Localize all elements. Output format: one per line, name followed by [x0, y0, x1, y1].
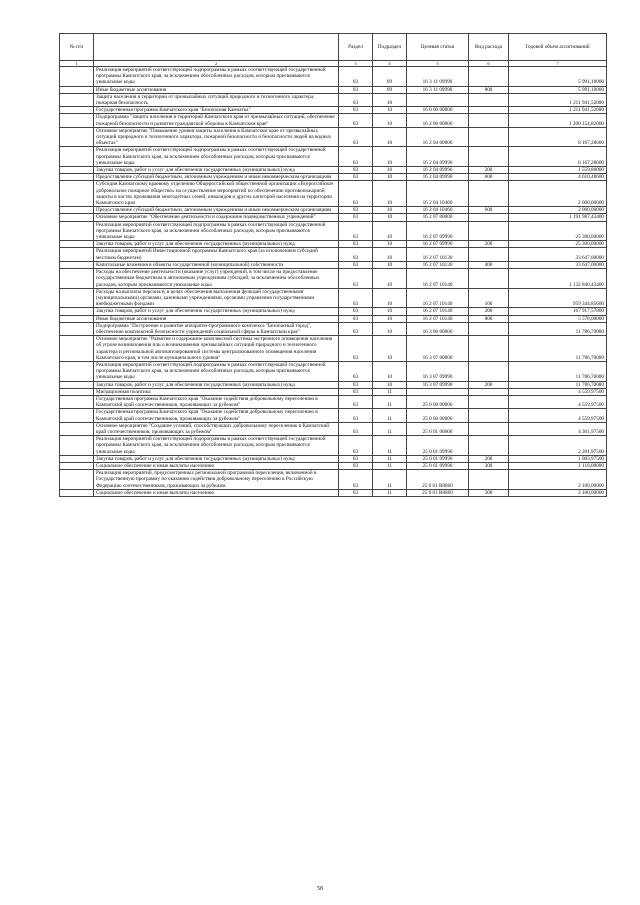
cell-podrazdel: 10	[373, 308, 407, 315]
cell-sum: 11 786,70000	[509, 361, 607, 381]
table-row	[60, 214, 607, 221]
header-annual-sum: Годовой объем ассигнований	[509, 34, 607, 61]
cell-sum: 4 610,48600	[509, 174, 607, 181]
col-number: 4	[373, 61, 407, 67]
cell-vr	[469, 221, 509, 241]
cell-razdel: 03	[339, 381, 373, 388]
cell-vr	[469, 336, 509, 362]
cell-sum: 167 917,57800	[509, 308, 607, 315]
cell-num	[60, 315, 94, 322]
cell-sum: 25 300,00000	[509, 221, 607, 241]
cell-sum: 11 786,70000	[509, 381, 607, 388]
table-row	[60, 381, 607, 388]
cell-name: Реализация мероприятий соответствующей подпрограммы в рамках соответствующей государственной программы Камчатского края, за исключением обособленных расходов, которым присваиваются уникальные коды	[94, 67, 339, 87]
cell-cs: 16 2 07 00000	[407, 214, 469, 221]
cell-razdel: 03	[339, 167, 373, 174]
cell-sum: 25 300,00000	[509, 241, 607, 248]
cell-razdel: 03	[339, 322, 373, 335]
cell-sum: 959 344,85600	[509, 288, 607, 308]
budget-table-sheet	[59, 33, 606, 497]
cell-vr: 800	[469, 86, 509, 93]
cell-num	[60, 221, 94, 241]
cell-name: Капитальные вложения в объекты государственной (муниципальной) собственности	[94, 261, 339, 268]
cell-name: Основное мероприятие "Повышение уровня защиты населения в Камчатском крае от чрезвычайных ситуаций природного и техногенного характера, пожарной безопасности и безопасности людей на водных объектах"	[94, 127, 339, 147]
header-razdel: Раздел	[339, 34, 373, 61]
cell-razdel: 03	[339, 214, 373, 221]
cell-sum: 4 559,97500	[509, 409, 607, 422]
cell-name: Иные бюджетные ассигнования	[94, 315, 339, 322]
cell-vr: 300	[469, 462, 509, 469]
cell-podrazdel: 10	[373, 241, 407, 248]
table-row	[60, 388, 607, 395]
cell-num	[60, 248, 94, 261]
cell-num	[60, 308, 94, 315]
cell-podrazdel: 10	[373, 288, 407, 308]
cell-sum: 11 786,70000	[509, 322, 607, 335]
cell-name: Закупка товаров, работ и услуг для обеспечения государственных (муниципальных) нужд	[94, 167, 339, 174]
table-row	[60, 288, 607, 308]
cell-podrazdel: 10	[373, 181, 407, 207]
cell-razdel: 03	[339, 336, 373, 362]
cell-cs: 16 3 07 09990	[407, 381, 469, 388]
cell-podrazdel: 10	[373, 147, 407, 167]
table-row	[60, 422, 607, 435]
cell-podrazdel: 10	[373, 167, 407, 174]
cell-podrazdel: 11	[373, 455, 407, 462]
cell-sum: 11 786,70000	[509, 336, 607, 362]
cell-num	[60, 288, 94, 308]
cell-name: Расходы на обеспечение деятельности (оказание услуг) учреждений, в том числе на предоставление государственным бюджетным и автономным учреждениям субсидий, за исключением обособленных расходов, которым присваиваются уникальные коды	[94, 269, 339, 289]
cell-sum: 2 100,00000	[509, 489, 607, 496]
cell-vr	[469, 436, 509, 456]
cell-sum: 2 201,97500	[509, 436, 607, 456]
cell-cs: 16 2 04 10460	[407, 181, 469, 207]
cell-num	[60, 174, 94, 181]
col-number: 1	[60, 61, 94, 67]
cell-cs: 16 2 07 09990	[407, 241, 469, 248]
col-number: 3	[339, 61, 373, 67]
cell-podrazdel: 10	[373, 214, 407, 221]
cell-num	[60, 455, 94, 462]
cell-podrazdel: 10	[373, 269, 407, 289]
cell-num	[60, 381, 94, 388]
cell-podrazdel: 10	[373, 315, 407, 322]
cell-cs: 16 3 07 00000	[407, 336, 469, 362]
cell-name: Реализация мероприятий Инвестиционной программы Камчатского края (за исключением субсидий местным бюджетам)	[94, 248, 339, 261]
cell-vr	[469, 409, 509, 422]
cell-cs: 16 2 04 09990	[407, 167, 469, 174]
cell-name: Основное мероприятие "Создание условий, способствующих добровольному переселению в Камчатский край соотечественников, проживающих за рубежом"	[94, 422, 339, 435]
cell-num	[60, 322, 94, 335]
cell-num	[60, 409, 94, 422]
cell-vr	[469, 388, 509, 395]
cell-razdel: 03	[339, 308, 373, 315]
cell-name: Реализация мероприятий соответствующей подпрограммы в рамках соответствующей государственной программы Камчатского края, за исключением обособленных расходов, которым присваиваются уникальные коды	[94, 221, 339, 241]
header-podrazdel: Подраздел	[373, 34, 407, 61]
header-expense-type: Вид расхода	[469, 34, 509, 61]
cell-vr: 600	[469, 174, 509, 181]
table-row	[60, 436, 607, 456]
cell-cs: 25 0 01 R0860	[407, 470, 469, 490]
cell-num	[60, 86, 94, 93]
cell-sum: 33 647,00000	[509, 261, 607, 268]
cell-podrazdel: 10	[373, 174, 407, 181]
cell-vr: 200	[469, 455, 509, 462]
cell-sum: 1 083,97500	[509, 455, 607, 462]
cell-num	[60, 114, 94, 127]
cell-name: Защита населения и территории от чрезвычайных ситуаций природного и техногенного характера, пожарная безопасность	[94, 93, 339, 106]
cell-name: Основное мероприятие "Обеспечение деятельности и содержание подведомственных учреждений"	[94, 214, 339, 221]
table-row	[60, 455, 607, 462]
cell-sum: 1 211 941,52000	[509, 107, 607, 114]
cell-num	[60, 241, 94, 248]
table-row	[60, 409, 607, 422]
table-row	[60, 221, 607, 241]
header-name	[94, 34, 339, 61]
table-row	[60, 315, 607, 322]
table-row	[60, 207, 607, 214]
cell-vr	[469, 214, 509, 221]
cell-cs: 16 2 07 10140	[407, 308, 469, 315]
table-row	[60, 361, 607, 381]
table-row	[60, 67, 607, 87]
cell-podrazdel: 11	[373, 462, 407, 469]
cell-podrazdel: 10	[373, 221, 407, 241]
cell-cs: 16 2 07 09990	[407, 221, 469, 241]
cell-razdel: 03	[339, 422, 373, 435]
table-row	[60, 248, 607, 261]
cell-vr	[469, 147, 509, 167]
cell-name: Расходы на выплаты персоналу в целях обеспечения выполнения функций государственными (муниципальными) органами, казенными учреждениями, органами управления государственными внебюджетными фондами	[94, 288, 339, 308]
cell-vr: 100	[469, 288, 509, 308]
cell-num	[60, 361, 94, 381]
cell-cs: 25 0 00 00000	[407, 409, 469, 422]
table-row	[60, 462, 607, 469]
cell-podrazdel: 11	[373, 436, 407, 456]
cell-cs: 16 2 04 09990	[407, 147, 469, 167]
cell-vr	[469, 395, 509, 408]
cell-razdel: 03	[339, 315, 373, 322]
cell-num	[60, 93, 94, 106]
cell-cs: 16 3 00 00000	[407, 322, 469, 335]
cell-vr: 300	[469, 489, 509, 496]
cell-podrazdel: 10	[373, 107, 407, 114]
cell-sum: 5 578,00000	[509, 315, 607, 322]
cell-name: Закупка товаров, работ и услуг для обеспечения государственных (муниципальных) нужд	[94, 455, 339, 462]
cell-name: Иные бюджетные ассигнования	[94, 86, 339, 93]
cell-cs: 16 2 07 10140	[407, 315, 469, 322]
cell-razdel: 03	[339, 269, 373, 289]
cell-sum: 2 100,00000	[509, 470, 607, 490]
cell-podrazdel: 10	[373, 361, 407, 381]
cell-vr: 800	[469, 315, 509, 322]
cell-vr	[469, 361, 509, 381]
cell-num	[60, 269, 94, 289]
cell-vr: 200	[469, 308, 509, 315]
cell-podrazdel: 11	[373, 470, 407, 490]
table-row	[60, 167, 607, 174]
col-number: 2	[94, 61, 339, 67]
cell-name: Основное мероприятие "Развитие и содержание комплексной системы экстренного оповещения населения об угрозе возникновения или о возникновении чрезвычайных ситуаций природного и техногенного характера и региональной автоматизированной системы централизованного оповещения населения Камчатского края, в том числе муниципального уровня"	[94, 336, 339, 362]
table-row	[60, 107, 607, 114]
cell-num	[60, 436, 94, 456]
cell-podrazdel: 11	[373, 395, 407, 408]
cell-name: Социальное обеспечение и иные выплаты населению	[94, 462, 339, 469]
cell-vr: 200	[469, 381, 509, 388]
cell-num	[60, 107, 94, 114]
cell-cs: 16 2 04 09990	[407, 174, 469, 181]
cell-podrazdel: 11	[373, 388, 407, 395]
cell-name: Государственная программа Камчатского края "Оказание содействия добровольному переселению в Камчатский край соотечественников, проживающих за рубежом"	[94, 395, 339, 408]
cell-vr	[469, 248, 509, 261]
table-row	[60, 322, 607, 335]
cell-name: Закупка товаров, работ и услуг для обеспечения государственных (муниципальных) нужд	[94, 381, 339, 388]
cell-vr	[469, 269, 509, 289]
col-number: 7	[509, 61, 607, 67]
cell-name: Государственная программа Камчатского края "Оказание содействия добровольному переселению в Камчатский край соотечественников, проживающих за рубежом"	[94, 409, 339, 422]
cell-razdel: 03	[339, 174, 373, 181]
cell-name: Подпрограмма "Защита населения и территорий Камчатского края от чрезвычайных ситуаций, обеспечение пожарной безопасности и развитие гражданской обороны в Камчатском крае"	[94, 114, 339, 127]
cell-sum: 1 132 840,43400	[509, 269, 607, 289]
cell-sum: 2 000,00000	[509, 181, 607, 207]
cell-num	[60, 336, 94, 362]
cell-cs: 16 2 07 10140	[407, 288, 469, 308]
cell-num	[60, 127, 94, 147]
cell-cs: 16 3 07 09990	[407, 361, 469, 381]
cell-num	[60, 67, 94, 87]
cell-razdel: 03	[339, 67, 373, 87]
cell-name: Миграционная политика	[94, 388, 339, 395]
header-target-article: Целевая статья	[407, 34, 469, 61]
cell-razdel: 03	[339, 361, 373, 381]
cell-cs: 16 2 07 10140	[407, 269, 469, 289]
cell-podrazdel: 10	[373, 207, 407, 214]
cell-name: Реализация мероприятий соответствующей подпрограммы в рамках соответствующей государственной программы Камчатского края, за исключением обособленных расходов, которым присваиваются уникальные коды	[94, 361, 339, 381]
cell-razdel: 03	[339, 462, 373, 469]
cell-sum: 1 200 154,82000	[509, 114, 607, 127]
cell-num	[60, 395, 94, 408]
cell-sum: 5 991,10000	[509, 86, 607, 93]
cell-cs: 25 0 01 09990	[407, 436, 469, 456]
cell-podrazdel: 10	[373, 114, 407, 127]
cell-razdel: 03	[339, 248, 373, 261]
cell-razdel: 03	[339, 221, 373, 241]
cell-cs: 16 2 04 10460	[407, 207, 469, 214]
cell-name: Субсидия Камчатскому краевому отделению Общероссийской общественной организации «Всероссийское добровольное пожарное общество» на осуществление мероприятий по обеспечению противопожарной защиты в частях проживания многодетных семей, инвалидов и других категорий населения на территории Камчатского края	[94, 181, 339, 207]
cell-sum: 6 167,28600	[509, 147, 607, 167]
cell-razdel: 03	[339, 207, 373, 214]
table-row	[60, 489, 607, 496]
cell-vr	[469, 422, 509, 435]
cell-num	[60, 422, 94, 435]
cell-sum: 8 167,28600	[509, 127, 607, 147]
cell-name: Закупка товаров, работ и услуг для обеспечения государственных (муниципальных) нужд	[94, 241, 339, 248]
cell-cs: 16 0 00 00000	[407, 107, 469, 114]
cell-razdel: 03	[339, 489, 373, 496]
cell-razdel: 03	[339, 288, 373, 308]
cell-podrazdel: 10	[373, 93, 407, 106]
cell-num	[60, 207, 94, 214]
cell-vr	[469, 114, 509, 127]
cell-cs: 16 2 04 00000	[407, 127, 469, 147]
cell-vr: 200	[469, 167, 509, 174]
cell-podrazdel: 10	[373, 381, 407, 388]
cell-name: Реализация мероприятий соответствующей подпрограммы в рамках соответствующей государственной программы Камчатского края, за исключением обособленных расходов, которым присваиваются уникальные коды	[94, 436, 339, 456]
budget-table	[59, 33, 607, 497]
cell-razdel: 03	[339, 127, 373, 147]
cell-sum: 33 647,00000	[509, 248, 607, 261]
cell-sum: 2 000,00000	[509, 207, 607, 214]
table-row	[60, 241, 607, 248]
col-number: 5	[407, 61, 469, 67]
cell-sum: 1 559,80000	[509, 167, 607, 174]
table-row	[60, 470, 607, 490]
cell-sum: 1 118,00000	[509, 462, 607, 469]
cell-sum: 1 211 941,52000	[509, 93, 607, 106]
cell-name: Реализация мероприятий соответствующей подпрограммы в рамках соответствующей государственной программы Камчатского края, за исключением обособленных расходов, которым присваиваются уникальные коды	[94, 147, 339, 167]
cell-cs: 25 0 01 R0860	[407, 489, 469, 496]
cell-num	[60, 489, 94, 496]
cell-num	[60, 261, 94, 268]
page-number: 58	[317, 886, 323, 892]
table-row	[60, 147, 607, 167]
cell-vr: 200	[469, 241, 509, 248]
cell-name: Реализация мероприятий, предусмотренных региональной программой переселения, включенной в Государственную программу по оказанию содействия добровольному переселению в Российскую Федерацию соотечественников, проживающих за рубежом	[94, 470, 339, 490]
cell-vr: 400	[469, 261, 509, 268]
cell-cs: 25 0 01 09990	[407, 462, 469, 469]
cell-cs: 16 3 11 09990	[407, 86, 469, 93]
cell-cs: 16 2 00 00000	[407, 114, 469, 127]
cell-vr	[469, 107, 509, 114]
table-row	[60, 269, 607, 289]
cell-podrazdel: 11	[373, 409, 407, 422]
cell-cs: 25 0 00 00000	[407, 395, 469, 408]
cell-podrazdel: 09	[373, 86, 407, 93]
cell-vr	[469, 127, 509, 147]
cell-podrazdel: 10	[373, 322, 407, 335]
cell-cs: 25 0 01 00000	[407, 422, 469, 435]
cell-vr	[469, 67, 509, 87]
table-row	[60, 114, 607, 127]
cell-razdel: 03	[339, 261, 373, 268]
cell-podrazdel: 10	[373, 248, 407, 261]
cell-sum: 5 991,10000	[509, 67, 607, 87]
cell-podrazdel: 09	[373, 67, 407, 87]
cell-name: Социальное обеспечение и иные выплаты населению	[94, 489, 339, 496]
table-row	[60, 181, 607, 207]
cell-razdel: 03	[339, 93, 373, 106]
cell-razdel: 03	[339, 436, 373, 456]
cell-razdel: 03	[339, 388, 373, 395]
cell-num	[60, 462, 94, 469]
cell-razdel: 03	[339, 147, 373, 167]
cell-sum: 4 559,97500	[509, 395, 607, 408]
cell-name: Подпрограмма "Построение и развитие аппаратно-программного комплекса "Безопасный город", обеспечение комплексной безопасности учреждений социальной сферы в Камчатском крае"	[94, 322, 339, 335]
header-num: № п/п	[60, 34, 94, 61]
cell-cs: 16 3 11 09990	[407, 67, 469, 87]
cell-cs: 16 2 07 10130	[407, 261, 469, 268]
table-row	[60, 93, 607, 106]
cell-vr	[469, 322, 509, 335]
table-row	[60, 174, 607, 181]
cell-razdel: 03	[339, 455, 373, 462]
cell-cs	[407, 93, 469, 106]
cell-podrazdel: 11	[373, 422, 407, 435]
cell-num	[60, 388, 94, 395]
cell-sum: 4 559,97500	[509, 388, 607, 395]
cell-cs: 16 2 07 10130	[407, 248, 469, 261]
cell-num	[60, 214, 94, 221]
table-row	[60, 395, 607, 408]
table-row	[60, 308, 607, 315]
cell-razdel: 03	[339, 241, 373, 248]
cell-cs: 25 0 01 09990	[407, 455, 469, 462]
cell-name: Предоставление субсидий бюджетным, автономным учреждениям и иным некоммерческим организациям	[94, 207, 339, 214]
table-row	[60, 127, 607, 147]
cell-vr	[469, 181, 509, 207]
table-row	[60, 261, 607, 268]
cell-podrazdel: 10	[373, 336, 407, 362]
cell-num	[60, 470, 94, 490]
table-body	[60, 67, 607, 497]
cell-name: Государственная программа Камчатского края "Безопасная Камчатка"	[94, 107, 339, 114]
cell-podrazdel: 10	[373, 127, 407, 147]
cell-num	[60, 167, 94, 174]
cell-name: Предоставление субсидий бюджетным, автономным учреждениям и иным некоммерческим организациям	[94, 174, 339, 181]
cell-razdel: 03	[339, 114, 373, 127]
cell-sum: 1 191 987,43400	[509, 214, 607, 221]
cell-podrazdel: 10	[373, 261, 407, 268]
cell-razdel: 03	[339, 181, 373, 207]
cell-cs	[407, 388, 469, 395]
cell-num	[60, 181, 94, 207]
cell-num	[60, 147, 94, 167]
cell-vr	[469, 93, 509, 106]
cell-razdel: 03	[339, 107, 373, 114]
cell-razdel: 03	[339, 395, 373, 408]
cell-vr: 600	[469, 207, 509, 214]
cell-sum: 4 301,97500	[509, 422, 607, 435]
table-header-row	[60, 34, 607, 61]
table-row	[60, 86, 607, 93]
cell-podrazdel: 11	[373, 489, 407, 496]
table-row	[60, 336, 607, 362]
cell-razdel: 03	[339, 86, 373, 93]
cell-vr	[469, 470, 509, 490]
cell-razdel: 03	[339, 409, 373, 422]
cell-razdel: 03	[339, 470, 373, 490]
cell-name: Закупка товаров, работ и услуг для обеспечения государственных (муниципальных) нужд	[94, 308, 339, 315]
col-number: 6	[469, 61, 509, 67]
